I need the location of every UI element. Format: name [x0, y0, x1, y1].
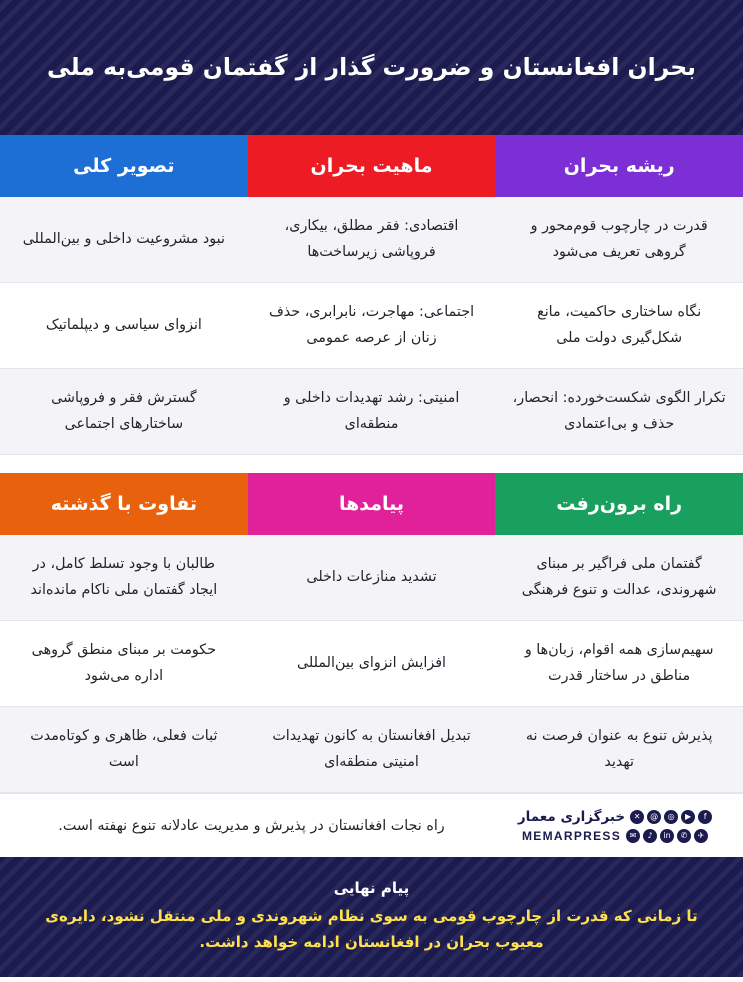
table-cell: نگاه ساختاری حاکمیت، مانع شکل‌گیری دولت ملی: [495, 283, 743, 369]
column-header-difference-with-past: تفاوت با گذشته: [0, 473, 248, 535]
instagram-icon[interactable]: ◎: [664, 810, 678, 824]
section-block-one: [0, 135, 743, 455]
brand-name-en: MEMARPRESS: [522, 828, 622, 843]
column-header-nature-of-crisis: ماهیت بحران: [248, 135, 496, 197]
section-divider: [0, 455, 743, 473]
column-overview: [0, 135, 248, 455]
page-title: بحران افغانستان و ضرورت گذار از گفتمان قومی‌به ملی: [46, 53, 697, 82]
table-cell: سهیم‌سازی همه اقوام، زبان‌ها و مناطق در ساختار قدرت: [495, 621, 743, 707]
table-cell: افزایش انزوای بین‌المللی: [248, 621, 496, 707]
table-cell: پذیرش تنوع به عنوان فرصت نه تهدید: [495, 707, 743, 793]
table-cell: اقتصادی: فقر مطلق، بیکاری، فروپاشی زیرساخت‌ها: [248, 197, 496, 283]
column-nature-of-crisis: [248, 135, 496, 455]
table-cell: قدرت در چارچوب قوم‌محور و گروهی تعریف می‌شود: [495, 197, 743, 283]
table-cell: تشدید منازعات داخلی: [248, 535, 496, 621]
column-header-way-out: راه برون‌رفت: [495, 473, 743, 535]
column-way-out: [495, 473, 743, 793]
footer-strip: [0, 793, 743, 857]
table-cell: طالبان با وجود تسلط کامل، در ایجاد گفتمان ملی ناکام مانده‌اند: [0, 535, 248, 621]
column-header-consequences: پیامدها: [248, 473, 496, 535]
facebook-icon[interactable]: f: [698, 810, 712, 824]
threads-icon[interactable]: @: [647, 810, 661, 824]
whatsapp-icon[interactable]: ✆: [677, 829, 691, 843]
brand-row-top: [518, 809, 712, 825]
telegram-icon[interactable]: ✈: [694, 829, 708, 843]
footer-note: راه نجات افغانستان در پذیرش و مدیریت عادلانه تنوع نهفته است.: [58, 817, 445, 834]
table-cell: نبود مشروعیت داخلی و بین‌المللی: [0, 197, 248, 283]
final-message-title: پیام نهایی: [333, 878, 410, 897]
column-consequences: [248, 473, 496, 793]
brand-row-bottom: [522, 829, 708, 843]
column-header-root-of-crisis: ریشه بحران: [495, 135, 743, 197]
column-difference-with-past: [0, 473, 248, 793]
mail-icon[interactable]: ✉: [626, 829, 640, 843]
final-message-banner: [0, 857, 743, 977]
table-cell: تبدیل افغانستان به کانون تهدیدات امنیتی منطقه‌ای: [248, 707, 496, 793]
linkedin-icon[interactable]: in: [660, 829, 674, 843]
brand-block: [493, 809, 743, 843]
tiktok-icon[interactable]: ♪: [643, 829, 657, 843]
social-icon-row-bottom: [626, 829, 708, 843]
table-cell: تکرار الگوی شکست‌خورده: انحصار، حذف و بی‌اعتمادی: [495, 369, 743, 455]
table-cell: اجتماعی: مهاجرت، نابرابری، حذف زنان از عرصه عمومی: [248, 283, 496, 369]
final-message-body: تا زمانی که قدرت از چارچوب قومی به سوی نظام شهروندی و ملی منتقل نشود، دایره‌ی معیوب بحران در افغانستان ادامه خواهد داشت.: [45, 906, 698, 951]
table-cell: ثبات فعلی، ظاهری و کوتاه‌مدت است: [0, 707, 248, 793]
table-cell: گفتمان ملی فراگیر بر مبنای شهروندی، عدالت و تنوع فرهنگی: [495, 535, 743, 621]
table-cell: گسترش فقر و فروپاشی ساختارهای اجتماعی: [0, 369, 248, 455]
table-cell: امنیتی: رشد تهدیدات داخلی و منطقه‌ای: [248, 369, 496, 455]
table-cell: انزوای سیاسی و دیپلماتیک: [0, 283, 248, 369]
header-banner: [0, 0, 743, 135]
brand-name-fa: خبرگزاری معمار: [517, 808, 626, 825]
table-cell: حکومت بر مبنای منطق گروهی اداره می‌شود: [0, 621, 248, 707]
section-block-two: [0, 473, 743, 793]
column-root-of-crisis: [495, 135, 743, 455]
social-icon-row-top: [630, 810, 712, 824]
column-header-overview: تصویر کلی: [0, 135, 248, 197]
x-icon[interactable]: ✕: [630, 810, 644, 824]
youtube-icon[interactable]: ▶: [681, 810, 695, 824]
